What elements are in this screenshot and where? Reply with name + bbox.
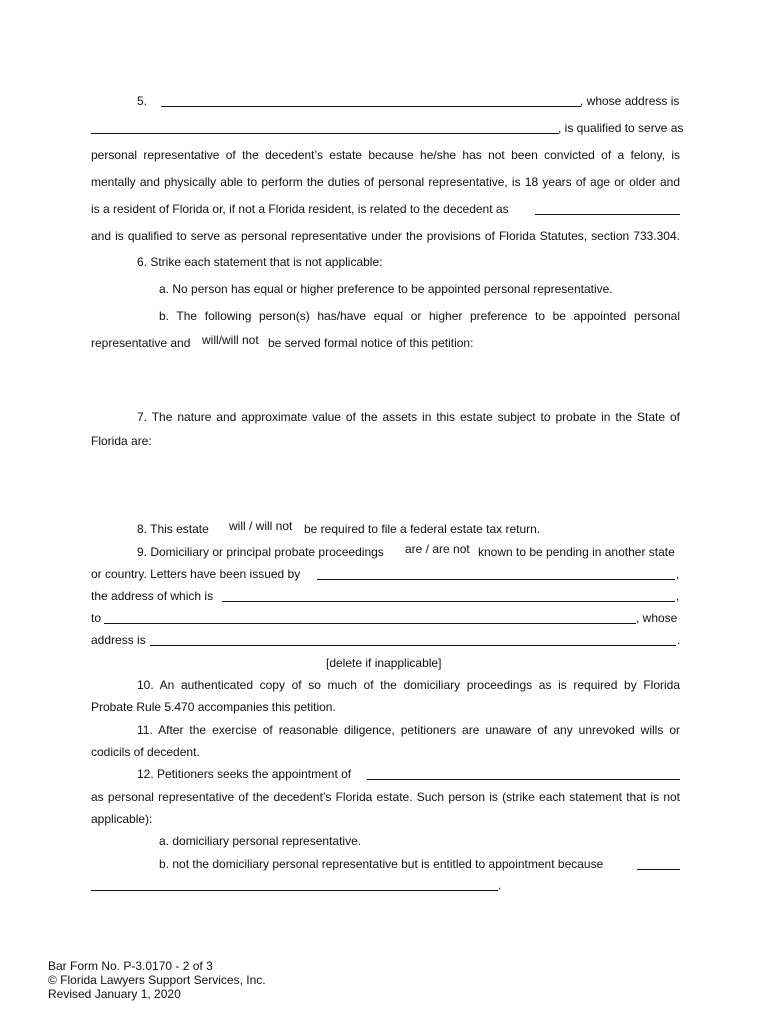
whose-label: , whose — [636, 611, 678, 625]
item5-line5: is a resident of Florida or, if not a Florida resident, is related to the decedent as — [91, 202, 509, 216]
item9-line3: the address of which is — [91, 589, 214, 603]
item7-line1: 7. The nature and approximate value of the assets in this estate subject to probate in the State of — [137, 410, 680, 424]
comma-2: , — [676, 589, 680, 603]
item12-line3: applicable): — [91, 812, 153, 826]
proceedings-choice[interactable]: are / are not — [405, 542, 470, 556]
footer-copyright: © Florida Lawyers Support Services, Inc. — [48, 973, 266, 987]
whose-address-label: , whose address is — [580, 94, 680, 108]
item6-option-b: b. The following person(s) has/have equal or higher preference to be appointed personal — [159, 309, 680, 323]
period-1: . — [677, 633, 681, 647]
name-blank[interactable] — [161, 106, 581, 107]
item9-prefix: 9. Domiciliary or principal probate proceedings — [137, 545, 384, 559]
item8-suffix: be required to file a federal estate tax return. — [304, 522, 541, 536]
reason-blank-2[interactable] — [91, 890, 498, 891]
item9-line5: address is — [91, 633, 146, 647]
item5-line4: mentally and physically able to perform the duties of personal representative, is 18 years of age or older and — [91, 175, 680, 189]
footer-revised: Revised January 1, 2020 — [48, 987, 181, 1001]
letters-issued-to-blank[interactable] — [104, 623, 636, 624]
item9-line4: to — [91, 611, 102, 625]
item11-line2: codicils of decedent. — [91, 745, 200, 759]
period-2: . — [498, 878, 502, 892]
item5-number: 5. — [137, 94, 148, 108]
item6-text: 6. Strike each statement that is not applicable: — [137, 255, 383, 269]
item10-line1: 10. An authenticated copy of so much of the domiciliary proceedings as is required by Florida — [137, 678, 680, 692]
letters-issued-by-blank[interactable] — [317, 579, 675, 580]
reason-blank-1[interactable] — [637, 869, 680, 870]
item12-line2: as personal representative of the decedent’s Florida estate. Such person is (strike each statement that is not — [91, 790, 680, 804]
footer-form-number: Bar Form No. P-3.0170 - 2 of 3 — [48, 959, 213, 973]
estate-tax-choice[interactable]: will / will not — [229, 519, 293, 533]
item12-option-b: b. not the domiciliary personal representative but is entitled to appointment because — [159, 857, 604, 871]
address-blank[interactable] — [91, 133, 559, 134]
item6-option-a: a. No person has equal or higher preference to be appointed personal representative. — [159, 282, 613, 296]
delete-note: [delete if inapplicable] — [326, 656, 442, 670]
item8-prefix: 8. This estate — [137, 522, 209, 536]
address-of-which-blank[interactable] — [222, 601, 675, 602]
item12-option-a: a. domiciliary personal representative. — [159, 834, 362, 848]
appointee-blank[interactable] — [367, 779, 680, 780]
item5-line6: and is qualified to serve as personal representative under the provisions of Florida Statutes, section 733.304. — [91, 229, 680, 243]
will-will-not-choice[interactable]: will/will not — [202, 333, 259, 347]
item6-line2-suffix: be served formal notice of this petition: — [268, 336, 474, 350]
item12-line1: 12. Petitioners seeks the appointment of — [137, 767, 352, 781]
recipient-address-blank[interactable] — [150, 645, 676, 646]
item7-line2: Florida are: — [91, 434, 152, 448]
item11-line1: 11. After the exercise of reasonable diligence, petitioners are unaware of any unrevoked wills or — [137, 723, 680, 737]
comma-1: , — [676, 567, 680, 581]
item10-line2: Probate Rule 5.470 accompanies this petition. — [91, 700, 336, 714]
item9-suffix: known to be pending in another state — [478, 545, 675, 559]
item6-line2-prefix: representative and — [91, 336, 191, 350]
item5-line3: personal representative of the decedent’s estate because he/she has not been convicted of a felony, is — [91, 148, 680, 162]
relation-blank[interactable] — [535, 214, 680, 215]
item9-line2: or country. Letters have been issued by — [91, 567, 301, 581]
qualified-label: , is qualified to serve as — [558, 121, 684, 135]
